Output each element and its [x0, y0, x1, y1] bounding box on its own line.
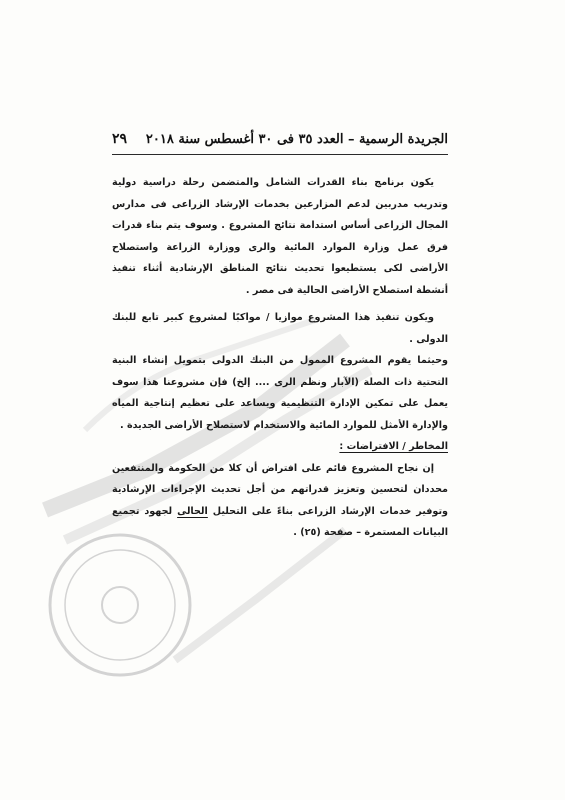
success-assumption-tail: لجهود تجميع البيانات المستمرة – صفحة (٢٥) .	[112, 505, 448, 538]
risks-assumptions-heading	[112, 436, 448, 458]
success-assumption-text: إن نجاح المشروع قائم على افتراض أن كلا من الحكومة والمنتفعين محددان لتحسين وتعزيز قدراتهم من أجل تحديث الإجراءات الإرشادية وتوفير خدمات الإرشاد الزراعى بناءً على التحليل	[112, 462, 449, 517]
page-header	[112, 126, 448, 152]
header-divider	[112, 154, 448, 155]
paragraph-world-bank-funding: وحيثما يقوم المشروع الممول من البنك الدولى بتمويل إنشاء البنية التحتية ذات الصلة (الآبار ونظم الرى .... إلخ) فإن مشروعنا هذا سوف يعمل على تمكين الإدارة التنظيمية ويساعد على تعظيم إنتاجية المياه والإدارة الأمثل للموارد المائية والاستخدام لاستصلاح الأراضى الجديدة .	[112, 355, 448, 431]
risks-assumptions-heading-text: المخاطر / الافتراضات :	[339, 441, 448, 452]
underlined-word-current: الحالى	[177, 505, 208, 517]
document-body	[112, 172, 448, 544]
paragraph-capacity-building: يكون برنامج بناء القدرات الشامل والمتضمن رحلة دراسية دولية وتدريب مدربين لدعم المزارعين بخدمات الإرشاد الزراعى فى مدارس المجال الزراعى أساس استدامة نتائج المشروع . وسوف يتم بناء قدرات فرق عمل وزارة الموارد المائية والرى ووزارة الزراعة واستصلاح الأراضى لكى يستطيعوا تحديث نتائج المناطق الإرشادية أثناء تنفيذ أنشطة استصلاح الأراضى الحالية فى مصر .	[112, 177, 448, 296]
page-number: ٢٩	[112, 131, 128, 147]
paragraph-parallel-project: ويكون تنفيذ هذا المشروع موازيا / مواكبًا لمشروع كبير تابع للبنك الدولى .	[112, 312, 448, 345]
gazette-issue-title: الجريدة الرسمية – العدد ٣٥ فى ٣٠ أغسطس سنة ٢٠١٨	[145, 131, 448, 147]
paragraph-success-assumption	[112, 458, 448, 544]
